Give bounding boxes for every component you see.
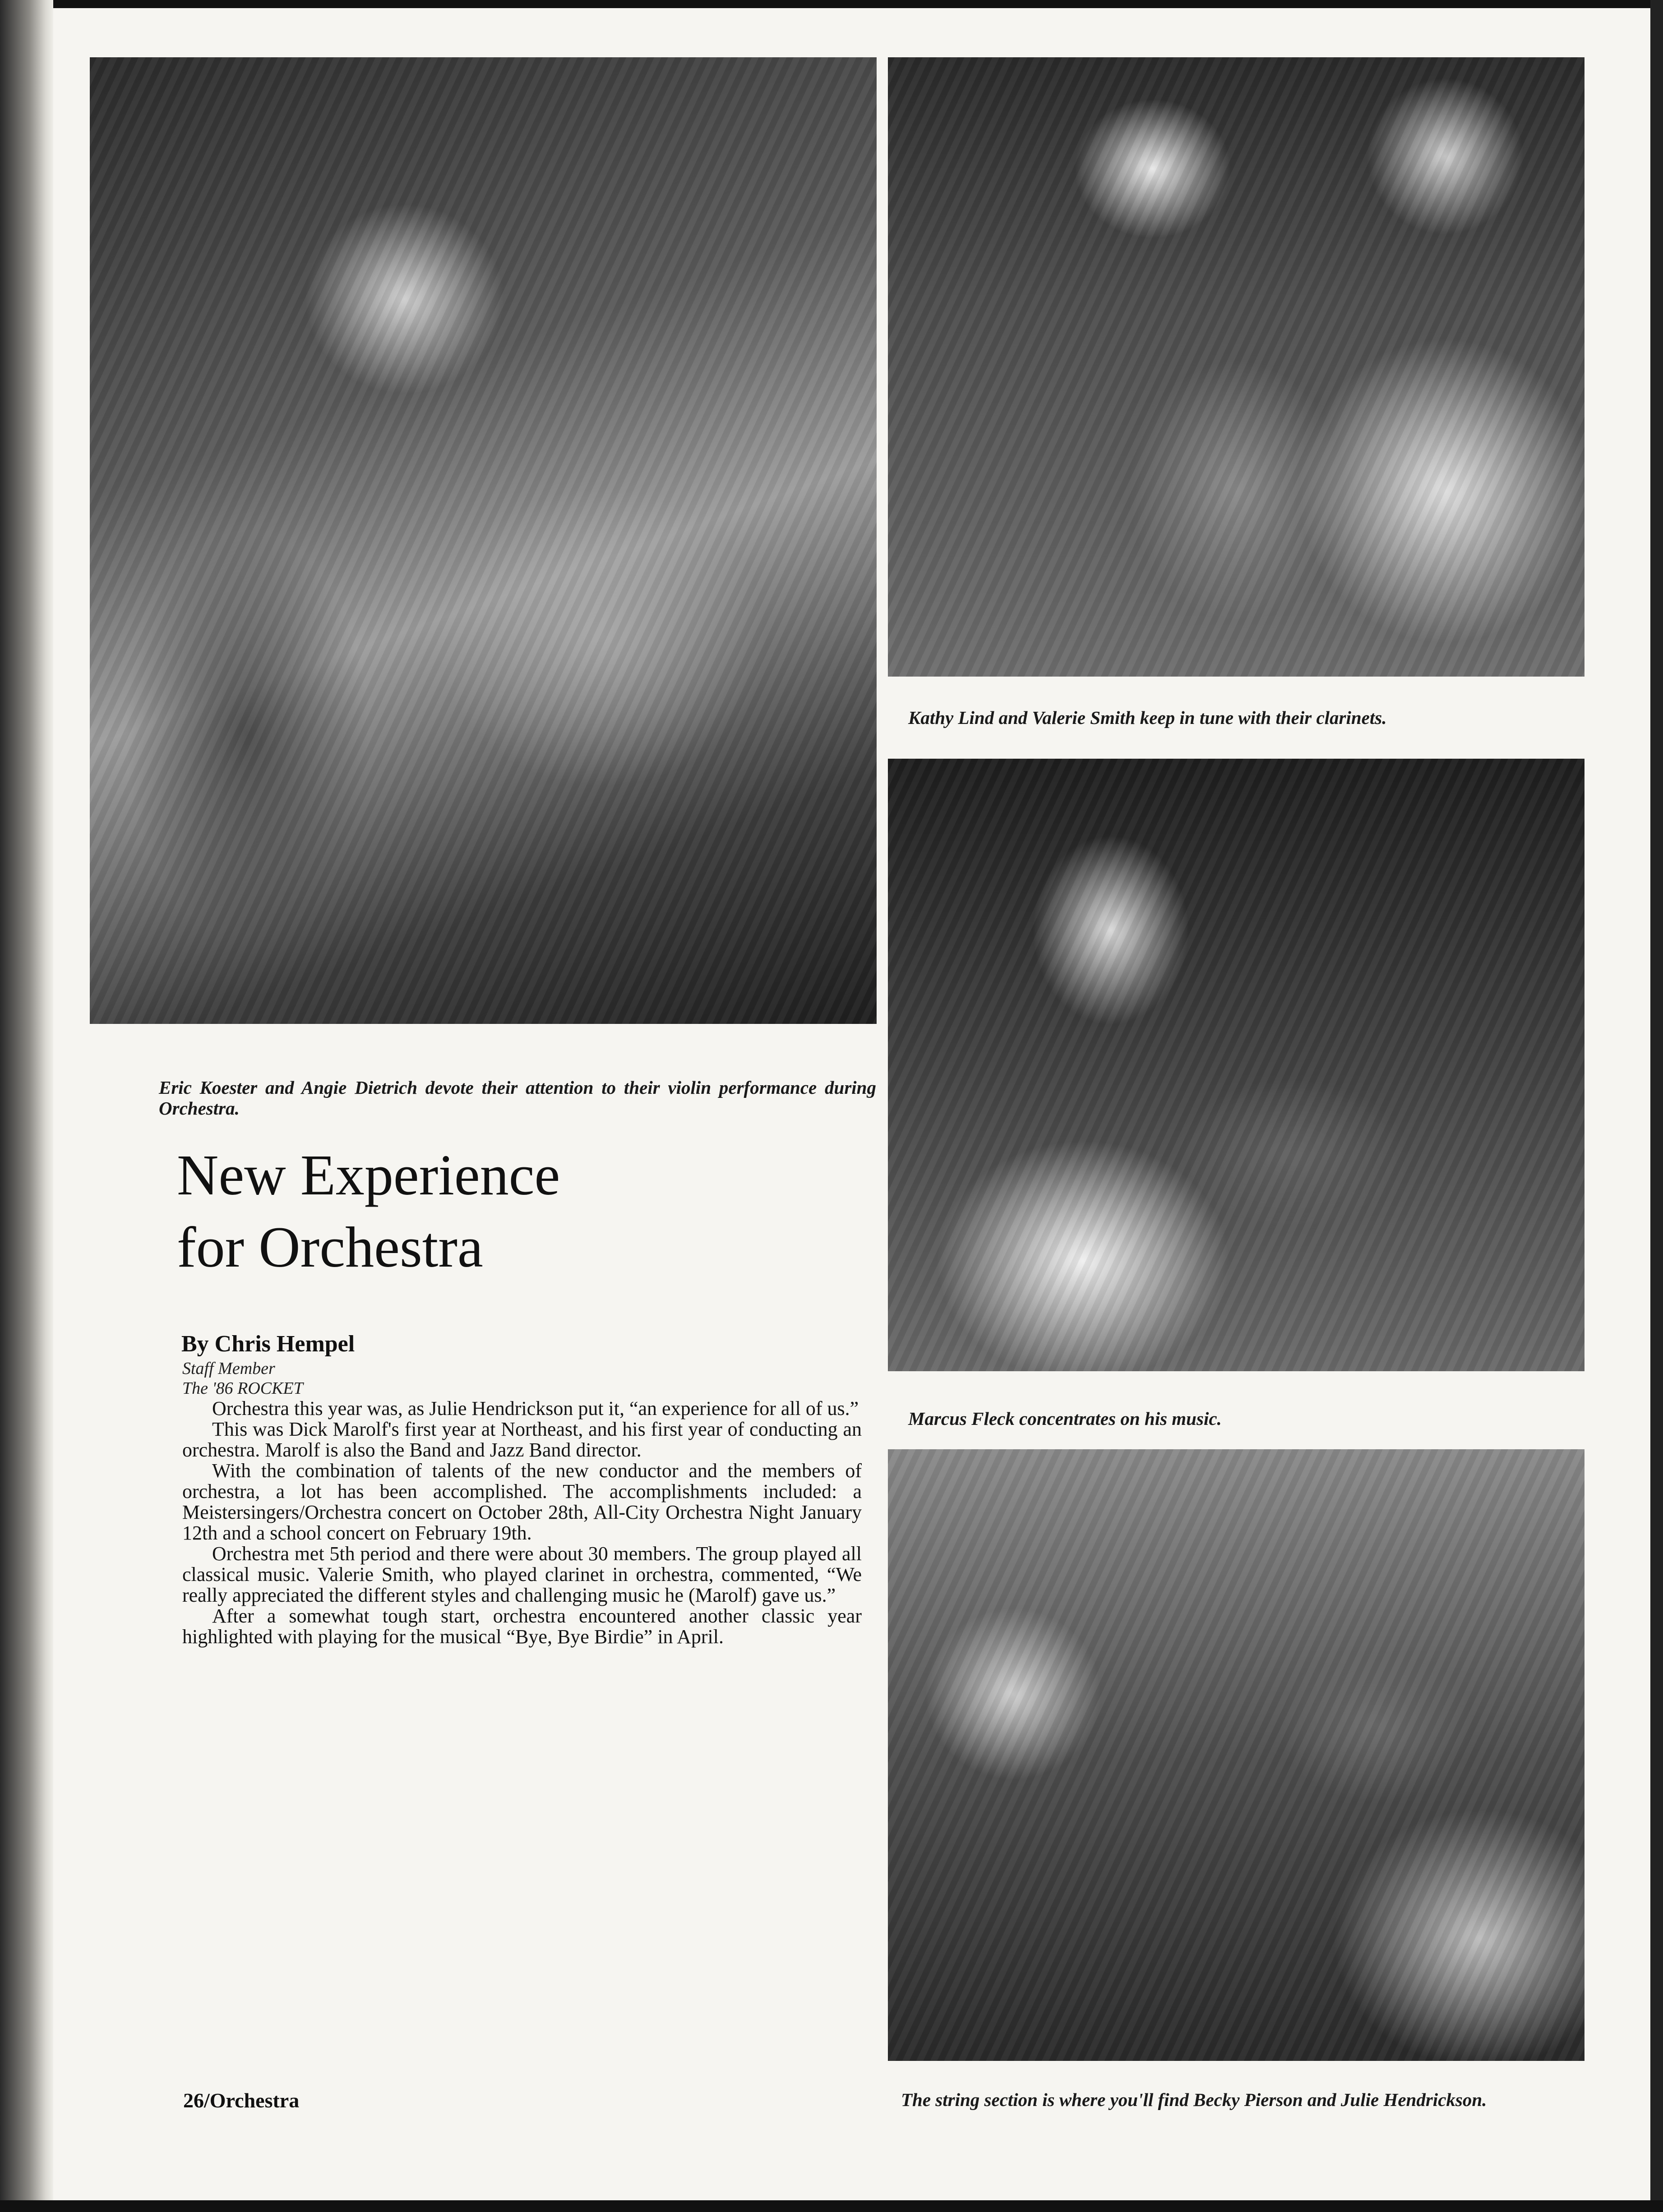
- caption-clarinets: Kathy Lind and Valerie Smith keep in tune with their clarinets.: [908, 707, 1387, 728]
- photo-violinists: [90, 57, 877, 1024]
- article-paragraph: After a somewhat tough start, orchestra encountered another classic year highlighted with playing for the musical “Bye, Bye Birdie” in April.: [182, 1605, 862, 1648]
- article-paragraph: With the combination of talents of the new conductor and the members of orchestra, a lot has been accomplished. The accomplishments included: a Meistersingers/Orchestra concert on October 28th, All-City Orchestra Night January 12th and a school concert on February 19th.: [182, 1460, 862, 1544]
- page-folio: 26/Orchestra: [183, 2089, 300, 2112]
- author-credit: [182, 1359, 303, 1398]
- caption-string-section: The string section is where you'll find Becky Pierson and Julie Hendrickson.: [901, 2089, 1487, 2110]
- caption-soloist: Marcus Fleck concentrates on his music.: [908, 1408, 1222, 1429]
- byline: By Chris Hempel: [181, 1331, 355, 1357]
- article-paragraph: This was Dick Marolf's first year at Northeast, and his first year of conducting an orchestra. Marolf is also the Band and Jazz Band director.: [182, 1418, 862, 1461]
- photo-string-section: [888, 1449, 1584, 2061]
- article-body: [182, 1398, 862, 1647]
- publication-name: The '86 ROCKET: [182, 1379, 303, 1398]
- photo-clarinets: [888, 57, 1584, 677]
- book-binding-edge: [0, 0, 53, 2212]
- author-role: Staff Member: [182, 1359, 275, 1378]
- headline-line-2: for Orchestra: [177, 1215, 483, 1279]
- article-paragraph: Orchestra met 5th period and there were about 30 members. The group played all classical music. Valerie Smith, who played clarinet in orchestra, commented, “We really appreciated the different styles and challenging music he (Marolf) gave us.”: [182, 1543, 862, 1606]
- scan-top-edge: [0, 0, 1663, 8]
- scan-right-edge: [1650, 0, 1663, 2212]
- scan-bottom-edge: [0, 2200, 1663, 2212]
- article-paragraph: Orchestra this year was, as Julie Hendrickson put it, “an experience for all of us.”: [212, 1397, 859, 1419]
- photo-soloist-violin: [888, 759, 1584, 1371]
- headline-line-1: New Experience: [177, 1143, 560, 1207]
- caption-violinists: Eric Koester and Angie Dietrich devote their attention to their violin performance during Orchestra.: [159, 1077, 876, 1119]
- article-headline: [177, 1139, 831, 1283]
